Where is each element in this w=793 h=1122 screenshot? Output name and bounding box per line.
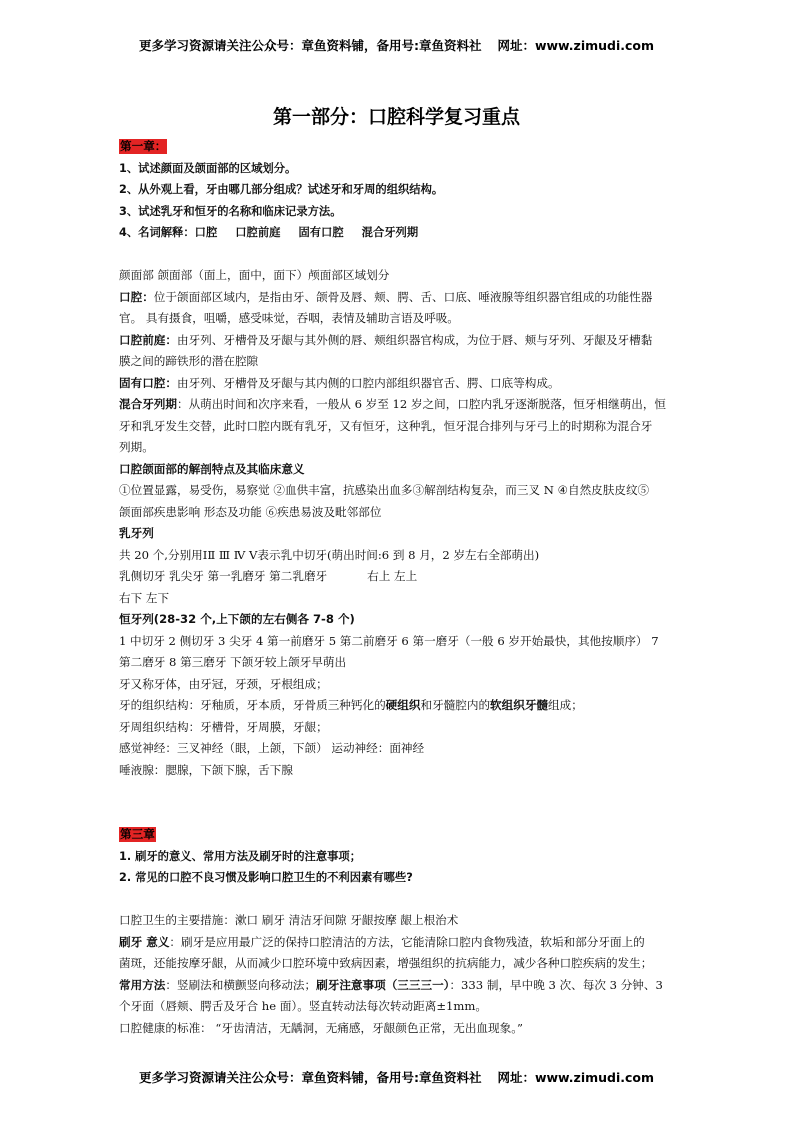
permanent-line-2: 第二磨牙 8 第三磨牙 下颌牙较上颌牙早萌出 bbox=[119, 655, 347, 669]
definition-vestibule-line-2: 膜之间的蹄铁形的潜在腔隙 bbox=[119, 354, 259, 368]
anatomy-heading: 口腔颌面部的解剖特点及其临床意义 bbox=[119, 461, 305, 476]
question-4-term-2: 固有口腔 bbox=[298, 226, 344, 239]
term-common-method: 常用方法 bbox=[119, 977, 166, 992]
brushing-method-line-2: 个牙面（唇颊、腭舌及牙合 he 面）。竖直转动法每次转动距离±1mm。 bbox=[119, 999, 488, 1013]
question-1: 1、试述颜面及颌面部的区域划分。 bbox=[119, 161, 297, 175]
term-mixed: 混合牙列期 bbox=[119, 397, 177, 411]
banner-text: 更多学习资源请关注公众号：章鱼资料铺，备用号:章鱼资料社 bbox=[138, 38, 482, 53]
definition-oral bbox=[119, 287, 679, 309]
hygiene-measures: 口腔卫生的主要措施：漱口 刷牙 清洁牙间隙 牙龈按摩 龈上根治术 bbox=[119, 913, 459, 927]
spacer bbox=[119, 244, 679, 266]
quadrant-bottom: 右下 左下 bbox=[119, 590, 170, 605]
hard-tissue-term: 硬组织 bbox=[385, 698, 421, 712]
chapter-3-question-2: 2. 常见的口腔不良习惯及影响口腔卫生的不利因素有哪些? bbox=[119, 871, 413, 884]
deciduous-line-2 bbox=[119, 566, 679, 588]
term-precautions: 刷牙注意事项（三三三一） bbox=[316, 977, 450, 992]
chapter-3-label: 第三章 bbox=[120, 827, 155, 841]
question-2: 2、从外观上看，牙由哪几部分组成？试述牙和牙周的组织结构。 bbox=[119, 183, 444, 196]
region-division: 颜面部 颌面部（面上，面中，面下）颅面部区域划分 bbox=[119, 268, 390, 282]
document-body bbox=[119, 136, 679, 1039]
definition-vestibule-line-1: 由牙列、牙槽骨及牙龈与其外侧的唇、颊组织器官构成，为位于唇、颊与牙列、牙龈及牙槽黏 bbox=[176, 332, 653, 347]
question-4-term-1: 口腔前庭 bbox=[235, 226, 281, 239]
banner-website: 网址：www.zimudi.com bbox=[497, 38, 655, 53]
definition-mixed bbox=[119, 394, 679, 416]
deciduous-heading: 乳牙列 bbox=[119, 526, 154, 540]
question-3: 3、试述乳牙和恒牙的名称和临床记录方法。 bbox=[119, 204, 342, 218]
tooth-tissue-text-c: 和牙髓腔内的 bbox=[420, 698, 491, 712]
definition-mixed-line-1: ：从萌出时间和次序来看，一般从 6 岁至 12 岁之间，口腔内乳牙逐渐脱落，恒牙相继萌出，恒 bbox=[176, 397, 667, 411]
deciduous-line-1: 共 20 个,分别用ⅠⅡ Ⅲ Ⅳ Ⅴ表示乳中切牙(萌出时间:6 到 8 月，2 岁左右全部萌出) bbox=[119, 547, 540, 562]
common-method-text: ：竖刷法和横颤竖向移动法； bbox=[165, 977, 317, 992]
anatomy-line-1: ①位置显露，易受伤，易察觉 ②血供丰富，抗感染出血多③解剖结构复杂，而三叉 N ④自然皮肤皮纹⑤ bbox=[119, 483, 650, 497]
soft-tissue-term: 软组织牙髓 bbox=[490, 698, 549, 712]
definition-mixed-line-3: 列期。 bbox=[119, 440, 154, 454]
term-proper: 固有口腔： bbox=[119, 375, 177, 390]
brushing-meaning-line-1: ：刷牙是应用最广泛的保持口腔清洁的方法，它能清除口腔内食物残渣，软垢和部分牙面上的 bbox=[169, 934, 645, 949]
question-4-term-3: 混合牙列期 bbox=[361, 226, 419, 239]
spacer bbox=[119, 781, 679, 824]
brushing-meaning-line-2: 菌斑，还能按摩牙龈，从而减少口腔环境中致病因素，增强组织的抗病能力，减少各种口腔疾病的发生； bbox=[119, 956, 653, 970]
question-4-prefix: 4、名词解释：口腔 bbox=[119, 226, 218, 239]
definition-proper-text: 由牙列、牙槽骨及牙龈与其内侧的口腔内部组织器官舌、腭、口底等构成。 bbox=[176, 375, 560, 390]
tooth-tissue-text-a: 牙的组织结构：牙釉质，牙本质，牙骨质三种钙化的 bbox=[119, 698, 386, 712]
footer-banner-text: 更多学习资源请关注公众号：章鱼资料铺，备用号:章鱼资料社 bbox=[138, 1070, 482, 1085]
deciduous-teeth: 乳侧切牙 乳尖牙 第一乳磨牙 第二乳磨牙 bbox=[119, 569, 328, 583]
anatomy-line-2: 颌面部疾患影响 形态及功能 ⑥疾患易波及毗邻部位 bbox=[119, 504, 382, 519]
permanent-line-1: 1 中切牙 2 侧切牙 3 尖牙 4 第一前磨牙 5 第二前磨牙 6 第一磨牙（一般 6 岁开始最快，其他按顺序） 7 bbox=[119, 633, 659, 648]
definition-mixed-line-2: 牙和乳牙发生交替，此时口腔内既有乳牙，又有恒牙，这种乳，恒牙混合排列与牙弓上的时期称为混合牙 bbox=[119, 418, 653, 433]
term-vestibule: 口腔前庭： bbox=[119, 332, 177, 347]
term-brushing-meaning: 刷牙 意义 bbox=[119, 934, 170, 949]
brushing-method bbox=[119, 975, 679, 997]
term-oral: 口腔： bbox=[119, 289, 154, 304]
permanent-heading: 恒牙列(28-32 个,上下颌的左右侧各 7-8 个) bbox=[119, 612, 355, 626]
definition-oral-line-1: 位于颌面部区域内，是指由牙、颌骨及唇、颊、腭、舌、口底、唾液腺等组织器官组成的功能性器 bbox=[153, 289, 653, 304]
periodontal-structure: 牙周组织结构：牙槽骨，牙周膜，牙龈； bbox=[119, 719, 328, 734]
question-4 bbox=[119, 222, 679, 244]
definition-oral-line-2: 官。 具有摄食，咀嚼，感受味觉，吞咽，表情及辅助言语及呼吸。 bbox=[119, 311, 459, 325]
oral-health-standard: 口腔健康的标准： “牙齿清洁，无龋洞，无痛感，牙龈颜色正常，无出血现象。” bbox=[119, 1020, 523, 1035]
footer-banner-website: 网址：www.zimudi.com bbox=[497, 1070, 655, 1085]
page-title: 第一部分：口腔科学复习重点 bbox=[272, 106, 520, 128]
brushing-meaning bbox=[119, 932, 679, 954]
definition-proper bbox=[119, 373, 679, 395]
precautions-text: ：333 制，早中晚 3 次、每次 3 分钟、3 bbox=[449, 977, 663, 992]
spacer bbox=[119, 889, 679, 911]
footer-banner bbox=[0, 1069, 793, 1087]
definition-vestibule bbox=[119, 330, 679, 352]
tooth-composition: 牙又称牙体，由牙冠，牙颈，牙根组成； bbox=[119, 676, 328, 691]
tooth-tissue-structure bbox=[119, 695, 679, 717]
chapter-1-label: 第一章： bbox=[120, 139, 167, 153]
salivary-glands: 唾液腺：腮腺，下颌下腺，舌下腺 bbox=[119, 762, 293, 777]
tooth-tissue-text-e: 组成； bbox=[548, 698, 583, 712]
chapter-3-question-1: 1. 刷牙的意义、常用方法及刷牙时的注意事项； bbox=[119, 849, 362, 863]
quadrant-top: 右上 左上 bbox=[367, 569, 418, 583]
nerves: 感觉神经：三叉神经（眼，上颌，下颌） 运动神经：面神经 bbox=[119, 741, 425, 755]
header-banner bbox=[0, 37, 793, 55]
